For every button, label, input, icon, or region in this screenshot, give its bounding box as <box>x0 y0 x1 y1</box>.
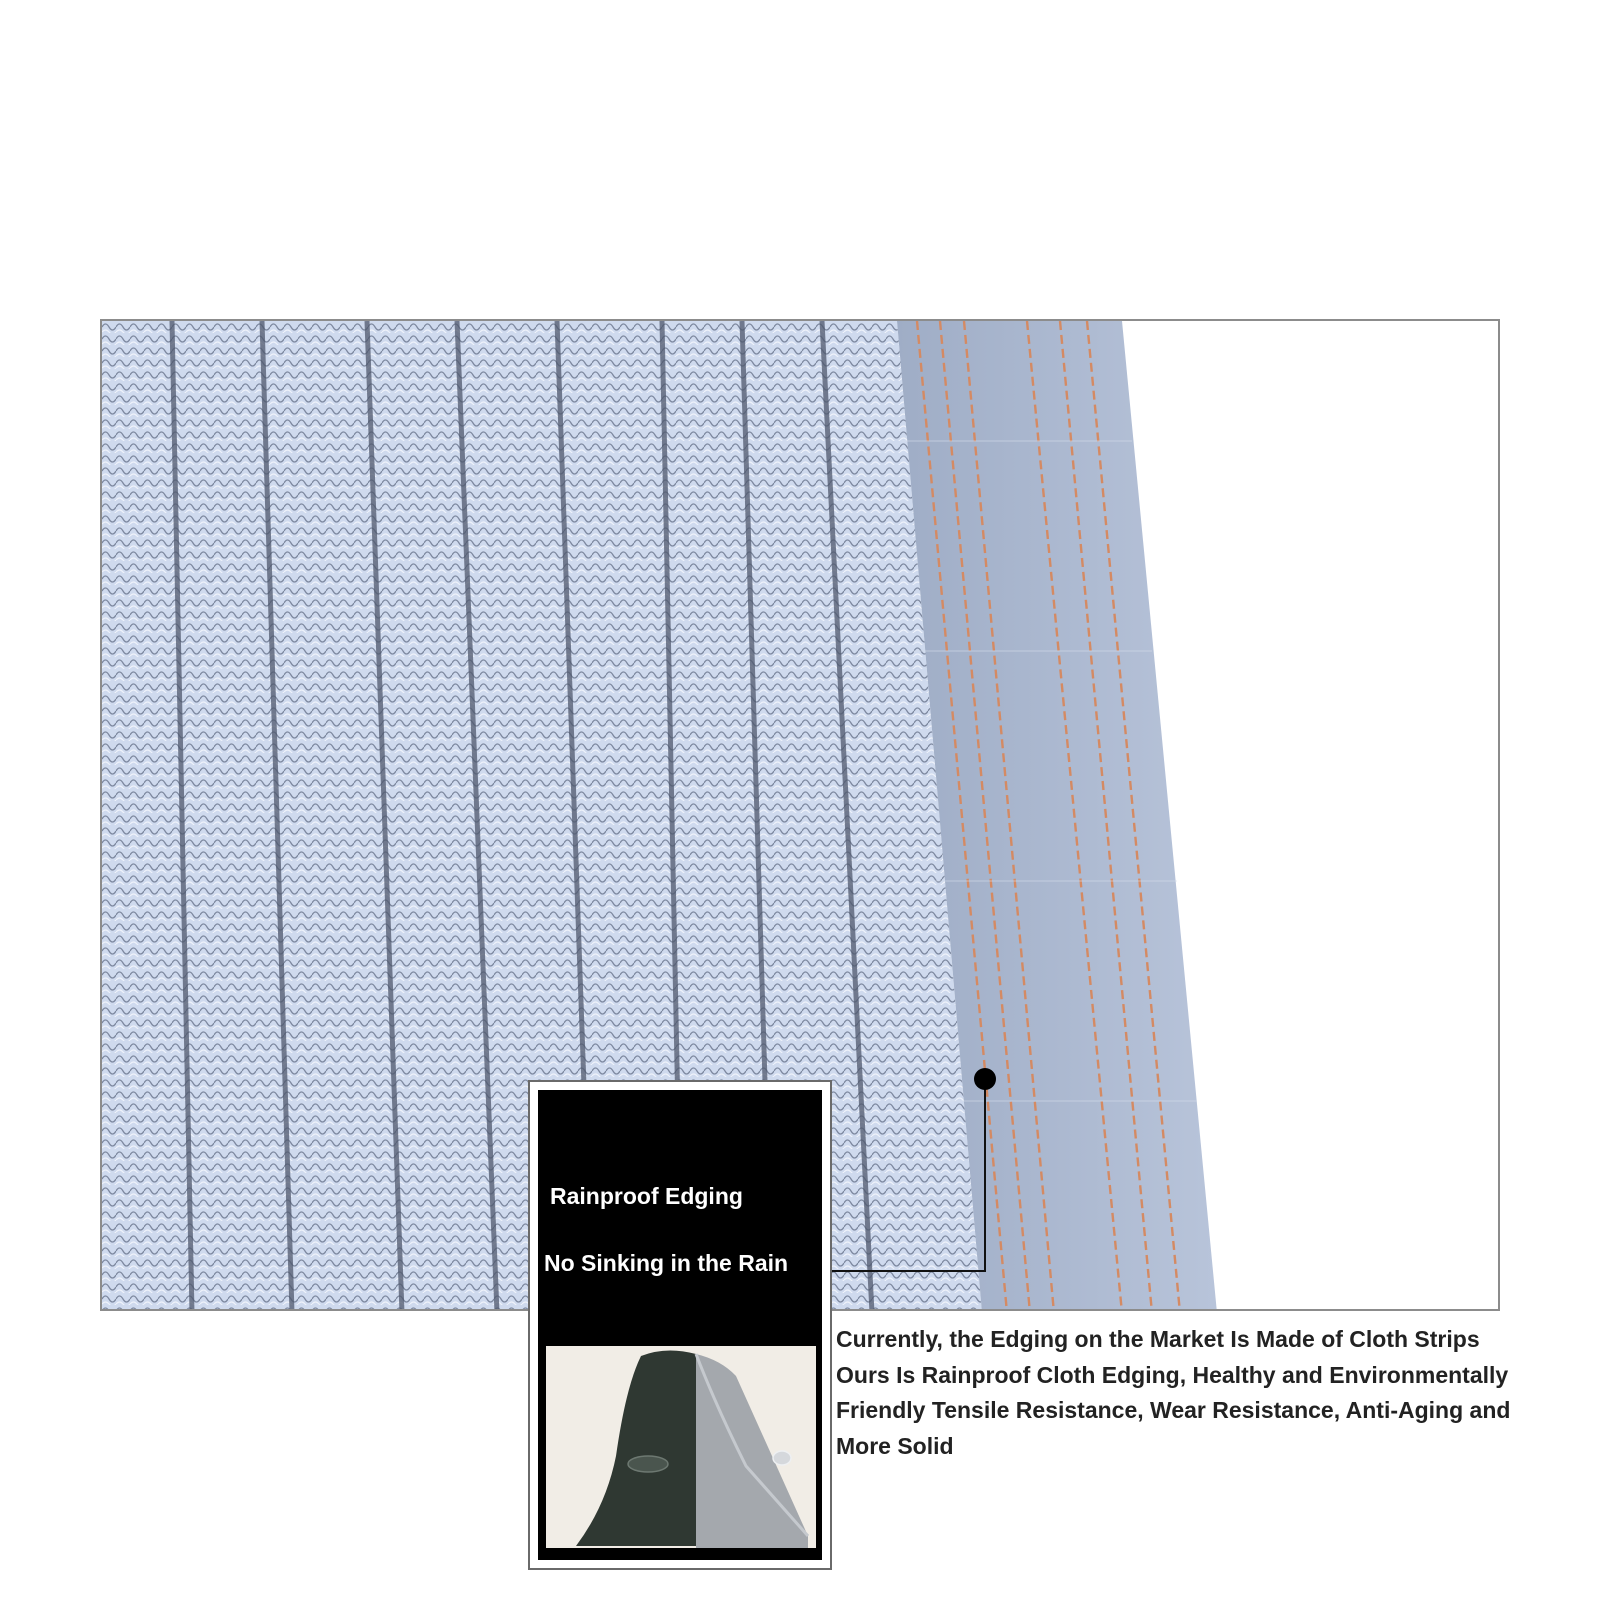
description-line: More Solid <box>836 1432 954 1459</box>
callout-connector-vertical <box>984 1080 986 1272</box>
callout-subtitle: No Sinking in the Rain <box>544 1250 789 1276</box>
description-line: Currently, the Edging on the Market Is Made of Cloth Strips <box>836 1326 1480 1352</box>
description-line: Friendly Tensile Resistance, Wear Resistance, Anti-Aging and <box>836 1397 1511 1423</box>
edging-sample-image <box>546 1346 816 1548</box>
callout-panel <box>528 1080 832 1570</box>
product-description <box>836 1322 1576 1464</box>
callout-dot <box>974 1068 996 1090</box>
description-line: Ours Is Rainproof Cloth Edging, Healthy and Environmentally <box>836 1361 1509 1388</box>
edging-sample-photo <box>546 1346 816 1548</box>
callout-title: Rainproof Edging <box>550 1183 743 1209</box>
callout-connector-horizontal <box>832 1270 986 1272</box>
callout-panel-background <box>538 1090 822 1560</box>
